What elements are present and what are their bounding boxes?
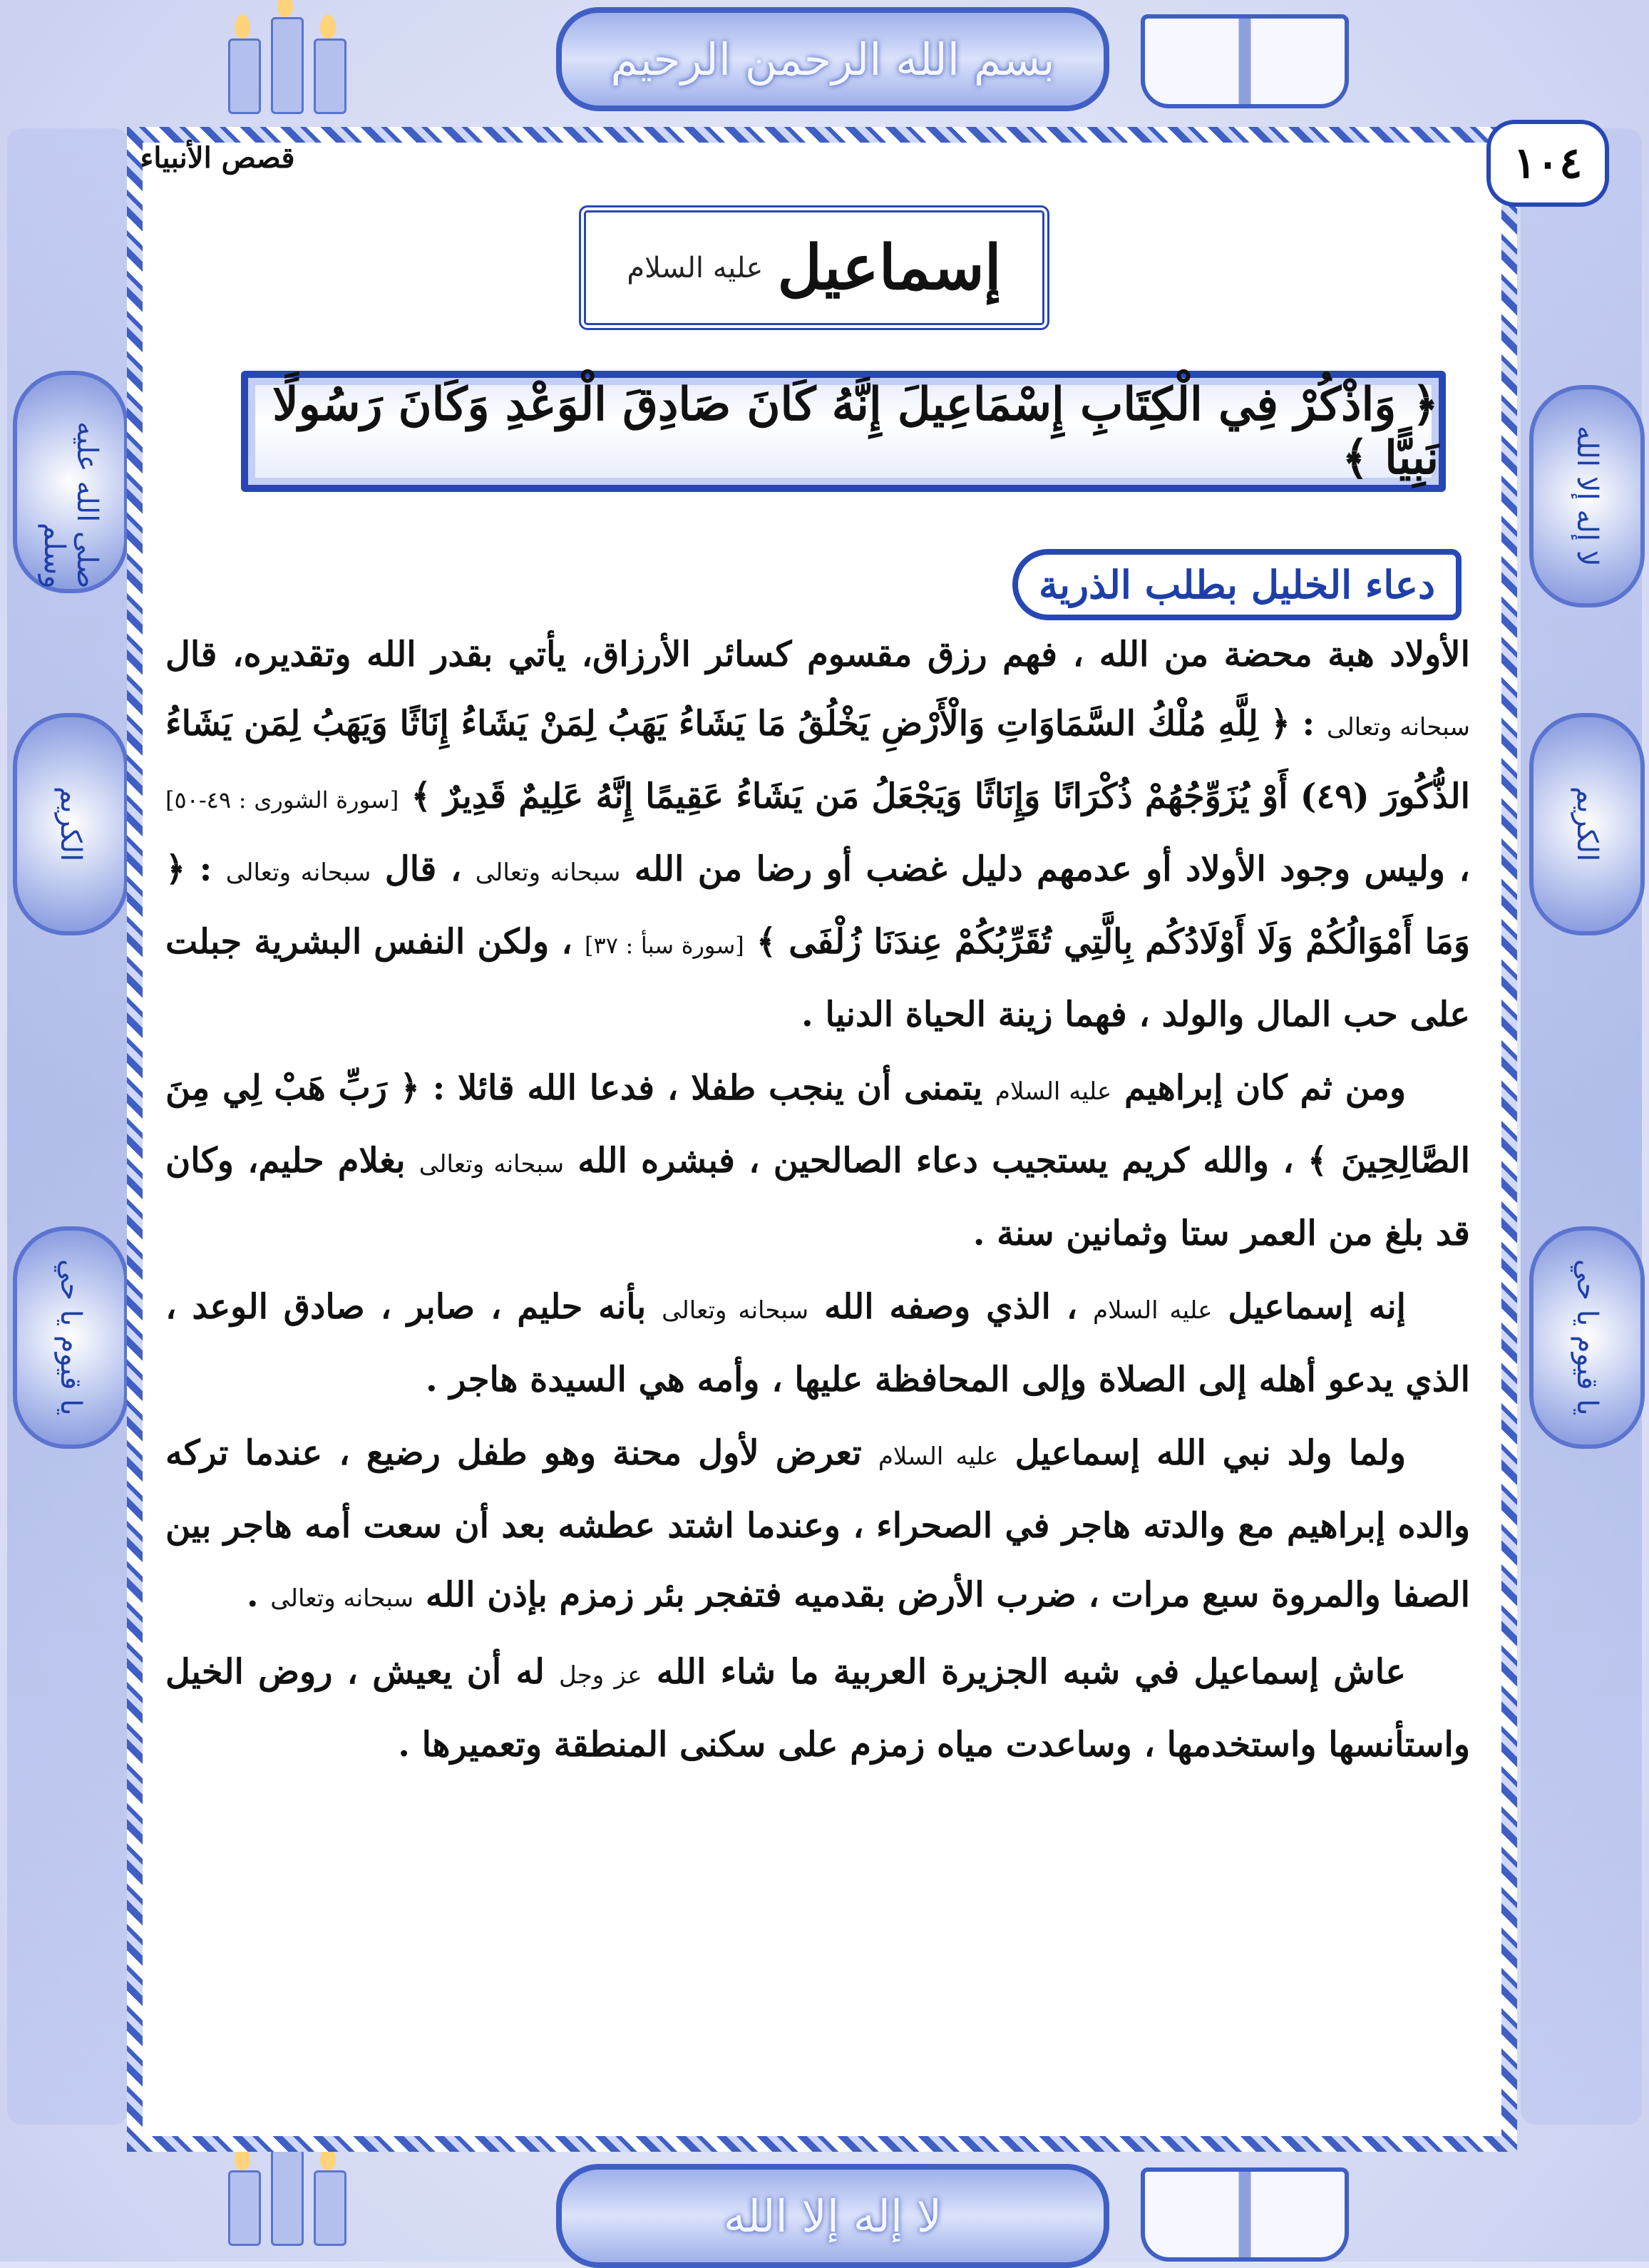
page-number: ١٠٤	[1486, 120, 1609, 207]
left-medallion-middle: الكريم	[13, 713, 128, 935]
left-medallion-bottom: يا قيوم يا حي	[13, 1226, 128, 1449]
open-book-icon	[1141, 14, 1349, 108]
quran-verse-box: ﴿ وَاذْكُرْ فِي الْكِتَابِ إِسْمَاعِيلَ إِنَّهُ كَانَ صَادِقَ الْوَعْدِ وَكَانَ رَسُولًا نَبِيًّا ﴾	[241, 371, 1446, 492]
top-calligraphy-banner: بسم الله الرحمن الرحيم	[556, 7, 1109, 111]
section-heading: دعاء الخليل بطلب الذرية	[1012, 549, 1462, 620]
paragraph-5: عاش إسماعيل في شبه الجزيرة العربية ما شاء الله عز وجل له أن يعيش ، روض الخيل واستأنسها واستخدمها ، وساعدت مياه زمزم على سكنى المنطقة وتعميرها .	[165, 1652, 1470, 1765]
right-medallion-bottom: يا قيوم يا حي	[1529, 1226, 1645, 1449]
body-text	[165, 620, 1470, 1784]
chapter-title-honorific: عليه السلام	[627, 251, 764, 284]
open-book-icon	[1141, 2167, 1349, 2262]
chapter-title-name: إسماعيل	[777, 232, 1002, 304]
running-head: قصص الأنبياء	[140, 141, 295, 175]
candles-icon	[214, 7, 356, 114]
chapter-title	[579, 205, 1049, 330]
paragraph-3: إنه إسماعيل عليه السلام ، الذي وصفه الله سبحانه وتعالى بأنه حليم ، صابر ، صادق الوعد ، الذي يدعو أهله إلى الصلاة وإلى المحافظة عليها ، وأمه هي السيدة هاجر .	[165, 1287, 1470, 1400]
left-medallion-top: صلى الله عليه وسلم	[13, 371, 128, 593]
paragraph-1: الأولاد هبة محضة من الله ، فهم رزق مقسوم كسائر الأرزاق، يأتي بقدر الله وتقديره، قال سبحانه وتعالى : ﴿ لِلَّهِ مُلْكُ السَّمَاوَاتِ وَالْأَرْضِ يَخْلُقُ مَا يَشَاءُ يَهَبُ لِمَنْ يَشَاءُ إِنَاثًا وَيَهَبُ لِمَن يَشَاءُ الذُّكُورَ (٤٩) أَوْ يُزَوِّجُهُمْ ذُكْرَانًا وَإِنَاثًا وَيَجْعَلُ مَن يَشَاءُ عَقِيمًا إِنَّهُ عَلِيمٌ قَدِيرٌ ﴾ [سورة الشورى : ٤٩-٥٠] ، وليس وجود الأولاد أو عدمهم دليل غضب أو رضا من الله سبحانه وتعالى ، قال سبحانه وتعالى : ﴿ وَمَا أَمْوَالُكُمْ وَلَا أَوْلَادُكُم بِالَّتِي تُقَرِّبُكُمْ عِندَنَا زُلْفَى ﴾ [سورة سبأ : ٣٧] ، ولكن النفس البشرية جبلت على حب المال والولد ، فهما زينة الحياة الدنيا .	[165, 635, 1471, 1035]
paragraph-4: ولما ولد نبي الله إسماعيل عليه السلام تعرض لأول محنة وهو طفل رضيع ، عندما تركه والده إبراهيم مع والدته هاجر في الصحراء ، وعندما اشتد عطشه بعد أن سعت أمه هاجر بين الصفا والمروة سبع مرات ، ضرب الأرض بقدميه فتفجر بئر زمزم بإذن الله سبحانه وتعالى .	[165, 1433, 1470, 1615]
candles-icon	[214, 2139, 356, 2246]
paragraph-2: ومن ثم كان إبراهيم عليه السلام يتمنى أن ينجب طفلا ، فدعا الله قائلا : ﴿ رَبِّ هَبْ لِي مِنَ الصَّالِحِينَ ﴾ ، والله كريم يستجيب دعاء الصالحين ، فبشره الله سبحانه وتعالى بغلام حليم، وكان قد بلغ من العمر ستا وثمانين سنة .	[165, 1068, 1471, 1253]
right-medallion-top: لا إله إلا الله	[1529, 385, 1645, 607]
bottom-calligraphy-banner: لا إله إلا الله	[556, 2164, 1109, 2268]
right-medallion-middle: الكريم	[1529, 713, 1645, 935]
